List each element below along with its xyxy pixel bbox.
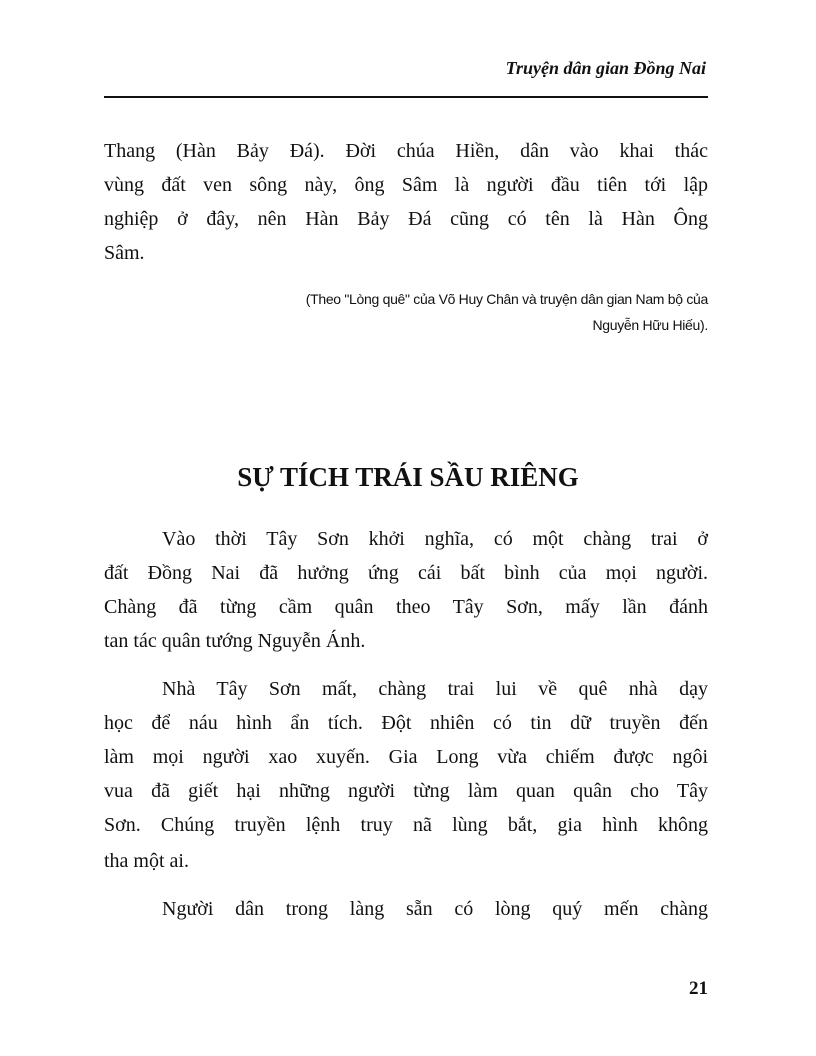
text-line: Sâm. [104,242,145,264]
story-title: SỰ TÍCH TRÁI SẦU RIÊNG [237,462,579,492]
text-line: Nhà Tây Sơn mất, chàng trai lui về quê nhà dạy [162,678,708,700]
text-line: vùng đất ven sông này, ông Sâm là người đầu tiên tới lập [104,174,708,196]
running-header: Truyện dân gian Đồng Nai [505,58,706,78]
citation-line: (Theo "Lòng quê" của Võ Huy Chân và truyện dân gian Nam bộ của [305,291,708,307]
text-line: Chàng đã từng cầm quân theo Tây Sơn, mấy lần đánh [104,596,708,618]
text-line: học để náu hình ẩn tích. Đột nhiên có tin dữ truyền đến [104,712,708,734]
text-line: tan tác quân tướng Nguyễn Ánh. [104,630,366,652]
text-line: Người dân trong làng sẵn có lòng quý mến chàng [162,898,708,920]
text-line: đất Đồng Nai đã hưởng ứng cái bất bình của mọi người. [104,562,708,584]
text-line: Thang (Hàn Bảy Đá). Đời chúa Hiền, dân vào khai thác [104,140,708,162]
text-line: Sơn. Chúng truyền lệnh truy nã lùng bắt, gia hình không [104,814,708,836]
header-rule [104,96,708,98]
page-number: 21 [689,978,708,999]
text-line: nghiệp ở đây, nên Hàn Bảy Đá cũng có tên là Hàn Ông [104,208,708,230]
text-line: vua đã giết hại những người từng làm quan quân cho Tây [104,780,708,802]
text-line: tha một ai. [104,850,189,872]
text-line: làm mọi người xao xuyến. Gia Long vừa chiếm được ngôi [104,746,708,768]
text-line: Vào thời Tây Sơn khởi nghĩa, có một chàng trai ở [162,528,708,550]
citation-line: Nguyễn Hữu Hiếu). [592,317,708,333]
